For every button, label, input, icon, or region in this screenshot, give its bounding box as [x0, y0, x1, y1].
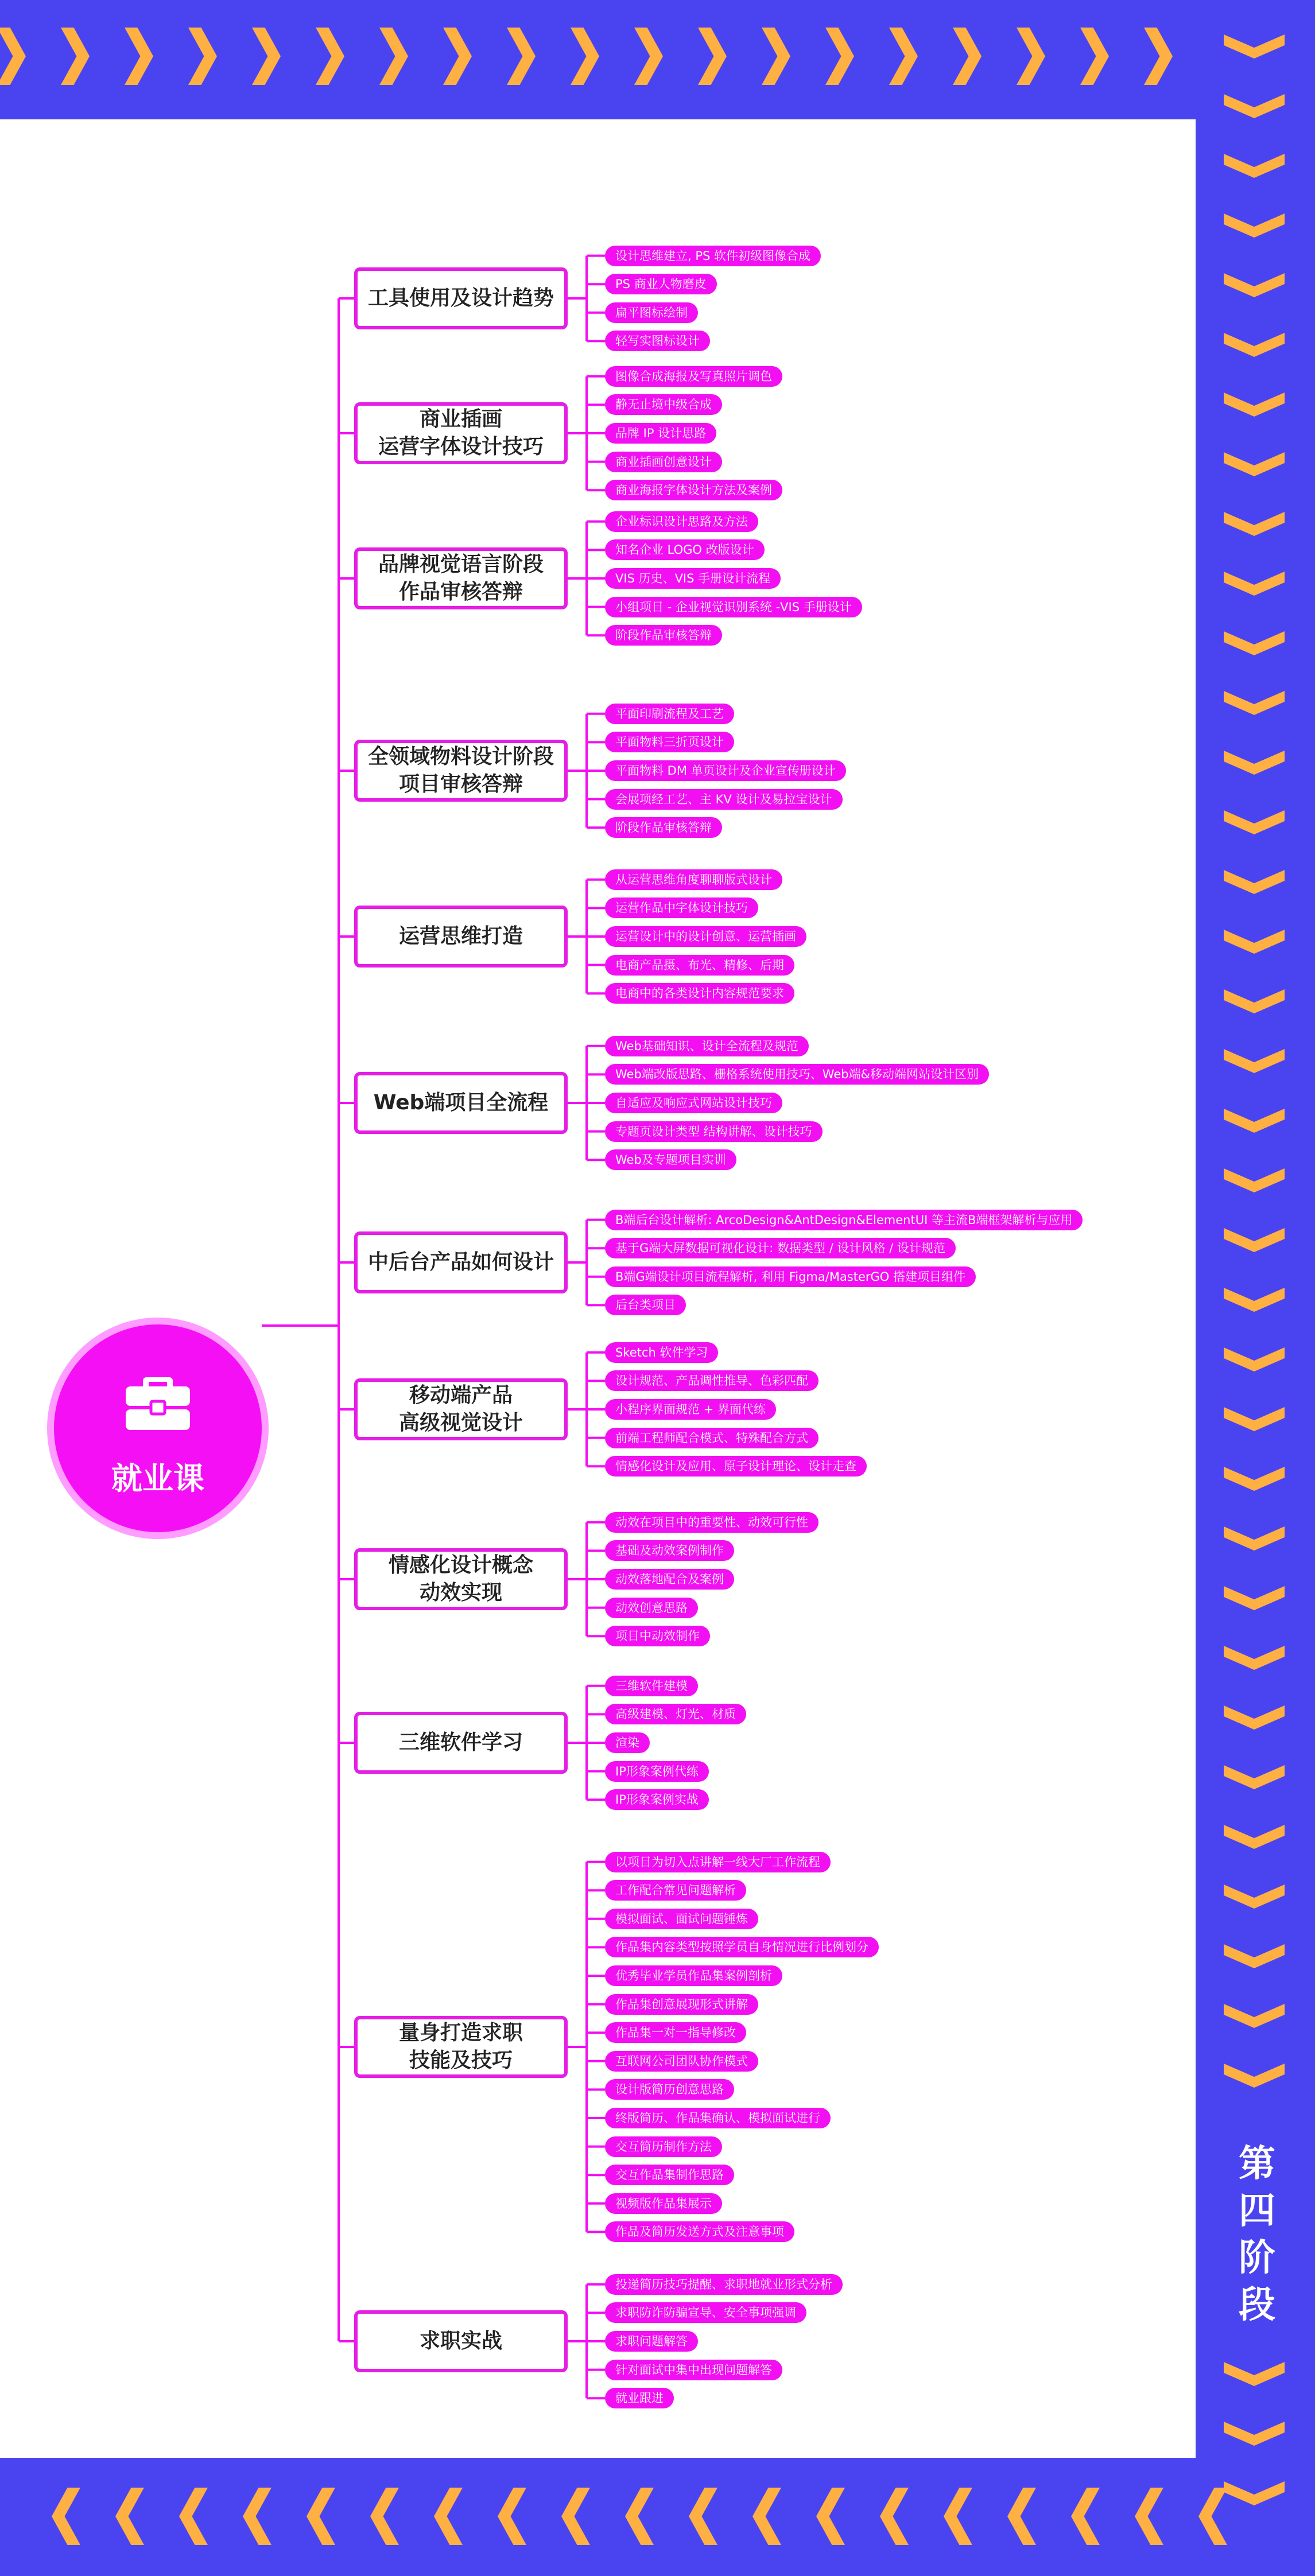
item-pill: 从运营思维角度聊聊版式设计	[605, 869, 782, 890]
item-pill: 品牌 IP 设计思路	[605, 423, 716, 444]
stage-label-char: 四	[1239, 2190, 1275, 2232]
item-pill: 交互简历制作方法	[605, 2136, 722, 2157]
topic-label: Web端项目全流程	[373, 1091, 549, 1114]
chevron-left-icon	[498, 2488, 526, 2545]
topic-label: 动效实现	[419, 1581, 502, 1604]
chevron-down-icon	[1224, 1288, 1285, 1312]
chevron-left-icon	[115, 2488, 144, 2545]
chevron-down-icon	[1224, 1467, 1285, 1491]
topic-label: 运营字体设计技巧	[378, 435, 544, 459]
item-pill: 求职问题解答	[605, 2331, 698, 2352]
chevron-down-icon	[1224, 34, 1285, 59]
item-pill: 电商产品摄、布光、精修、后期	[605, 955, 794, 976]
item-pill: 就业跟进	[605, 2388, 674, 2408]
item-pill: B端后台设计解析: ArcoDesign&AntDesign&ElementUI 等主流B端框架解析与应用	[605, 1210, 1083, 1230]
item-pill: 自适应及响应式网站设计技巧	[605, 1093, 782, 1113]
item-pill: 平面印刷流程及工艺	[605, 704, 734, 724]
item-pill: 基于G端大屏数据可视化设计: 数据类型 / 设计风格 / 设计规范	[605, 1238, 956, 1258]
chevron-right-icon	[889, 28, 918, 85]
chevron-left-icon	[944, 2488, 972, 2545]
chevron-down-icon	[1224, 1944, 1285, 1968]
chevron-down-icon	[1224, 810, 1285, 834]
chevron-right-icon	[634, 28, 663, 85]
stage-label-char: 阶	[1239, 2237, 1275, 2279]
topic-label: 商业插画	[419, 407, 502, 431]
item-pill: 后台类项目	[605, 1295, 686, 1315]
item-pill: 优秀毕业学员作品集案例剖析	[605, 1965, 782, 1986]
root-label: 就业课	[111, 1460, 204, 1497]
chevron-down-icon	[1224, 1109, 1285, 1133]
chevron-down-icon	[1224, 631, 1285, 655]
chevron-down-icon	[1224, 273, 1285, 297]
item-pill: 小程序界面规范 + 界面代练	[605, 1399, 776, 1420]
item-pill: 设计规范、产品调性推导、色彩匹配	[605, 1370, 819, 1391]
root-node	[54, 1324, 262, 1532]
chevron-left-icon	[434, 2488, 463, 2545]
item-pill: 扁平图标绘制	[605, 302, 698, 323]
stage-label-char: 段	[1239, 2284, 1275, 2326]
topic-label: 运营思维打造	[398, 924, 523, 948]
topic-node	[354, 2310, 568, 2372]
chevron-down-icon	[1224, 930, 1285, 954]
item-pill: 工作配合常见问题解析	[605, 1880, 746, 1901]
chevron-right-icon	[443, 28, 472, 85]
topic-node	[354, 1712, 568, 1774]
chevron-left-icon	[752, 2488, 781, 2545]
chevron-down-icon	[1224, 213, 1285, 238]
item-pill: Web端改版思路、栅格系统使用技巧、Web端&移动端网站设计区别	[605, 1064, 989, 1085]
chevron-down-icon	[1224, 1765, 1285, 1789]
chevron-down-icon	[1224, 691, 1285, 715]
item-pill: 三维软件建模	[605, 1676, 698, 1696]
item-pill: 作品集内容类型按照学员自身情况进行比例划分	[605, 1937, 879, 1957]
chevron-down-icon	[1224, 512, 1285, 536]
item-pill: 动效创意思路	[605, 1598, 698, 1618]
item-pill: 电商中的各类设计内容规范要求	[605, 983, 794, 1004]
item-pill: 知名企业 LOGO 改版设计	[605, 539, 765, 560]
item-pill: 动效在项目中的重要性、动效可行性	[605, 1512, 819, 1533]
chevron-left-icon	[1007, 2488, 1036, 2545]
chevron-left-icon	[1198, 2488, 1227, 2545]
chevron-down-icon	[1224, 1646, 1285, 1670]
item-pill: B端G端设计项目流程解析, 利用 Figma/MasterGO 搭建项目组件	[605, 1266, 976, 1287]
chevron-left-icon	[370, 2488, 399, 2545]
item-pill: 针对面试中集中出现问题解答	[605, 2360, 782, 2380]
chevron-right-icon	[571, 28, 599, 85]
chevron-left-icon	[880, 2488, 909, 2545]
item-pill: 高级建模、灯光、材质	[605, 1704, 746, 1724]
item-pill: 前端工程师配合模式、特殊配合方式	[605, 1428, 819, 1448]
chevron-down-icon	[1224, 333, 1285, 357]
chevron-down-icon	[1224, 1049, 1285, 1073]
item-pill: 图像合成海报及写真照片调色	[605, 366, 782, 387]
topic-node	[354, 1548, 568, 1610]
topic-node	[354, 267, 568, 329]
chevron-left-icon	[179, 2488, 208, 2545]
chevron-down-icon	[1224, 2422, 1285, 2446]
chevron-down-icon	[1224, 1705, 1285, 1730]
connector-lines	[0, 119, 1196, 2458]
chevron-down-icon	[1224, 572, 1285, 596]
chevron-left-icon	[816, 2488, 845, 2545]
chevron-right-icon	[316, 28, 344, 85]
chevron-down-icon	[1224, 2481, 1285, 2505]
topic-node	[354, 906, 568, 968]
item-pill: 平面物料三折页设计	[605, 732, 734, 752]
topic-label: 品牌视觉语言阶段	[378, 553, 544, 576]
item-pill: 互联网公司团队协作模式	[605, 2051, 758, 2072]
stage-label	[1228, 2140, 1286, 2329]
topic-label: 高级视觉设计	[398, 1411, 523, 1435]
item-pill: 轻写实图标设计	[605, 331, 710, 351]
chevron-left-icon	[1135, 2488, 1163, 2545]
chevron-down-icon	[1224, 2064, 1285, 2088]
item-pill: 作品及简历发送方式及注意事项	[605, 2221, 794, 2242]
item-pill: 阶段作品审核答辩	[605, 625, 722, 646]
chevron-down-icon	[1224, 989, 1285, 1013]
item-pill: IP形象案例代练	[605, 1761, 709, 1782]
item-pill: Web基础知识、设计全流程及规范	[605, 1036, 809, 1056]
chevron-right-icon	[1080, 28, 1109, 85]
topic-node	[354, 547, 568, 609]
item-pill: 专题页设计类型 结构讲解、设计技巧	[605, 1121, 823, 1142]
topic-node	[354, 1378, 568, 1440]
chevron-right-icon	[1144, 28, 1173, 85]
chevron-right-icon	[0, 28, 26, 85]
chevron-right-icon	[953, 28, 982, 85]
item-pill: 商业海报字体设计方法及案例	[605, 480, 782, 500]
chevron-right-icon	[61, 28, 90, 85]
chevron-down-icon	[1224, 2362, 1285, 2386]
topic-node	[354, 2016, 568, 2078]
item-pill: 企业标识设计思路及方法	[605, 511, 758, 532]
topic-label: 求职实战	[419, 2329, 502, 2353]
chevron-right-icon	[1017, 28, 1045, 85]
item-pill: 视频版作品集展示	[605, 2193, 722, 2214]
item-pill: 设计版简历创意思路	[605, 2079, 734, 2100]
chevron-down-icon	[1224, 154, 1285, 178]
chevron-down-icon	[1224, 94, 1285, 118]
item-pill: 投递简历技巧提醒、求职地就业形式分析	[605, 2274, 843, 2295]
chevron-left-icon	[689, 2488, 717, 2545]
topic-label: 项目审核答辩	[398, 772, 523, 796]
item-pill: 交互作品集制作思路	[605, 2165, 734, 2185]
topic-label: 情感化设计概念	[388, 1553, 533, 1577]
item-pill: 设计思维建立, PS 软件初级图像合成	[605, 246, 821, 266]
topic-label: 三维软件学习	[398, 1731, 523, 1754]
topic-node	[354, 1231, 568, 1293]
topic-label: 中后台产品如何设计	[367, 1250, 554, 1274]
item-pill: 渲染	[605, 1732, 650, 1753]
topic-label: 工具使用及设计趋势	[367, 286, 554, 310]
chevron-down-icon	[1224, 1885, 1285, 1909]
item-pill: Web及专题项目实训	[605, 1149, 736, 1170]
item-pill: 运营设计中的设计创意、运营插画	[605, 926, 806, 947]
item-pill: 商业插画创意设计	[605, 452, 722, 472]
chevron-right-icon	[125, 28, 153, 85]
chevron-right-icon	[698, 28, 727, 85]
chevron-down-icon	[1224, 452, 1285, 476]
chevron-down-icon	[1224, 1168, 1285, 1192]
topic-node	[354, 1072, 568, 1134]
topic-label: 移动端产品	[409, 1384, 513, 1407]
chevron-down-icon	[1224, 1407, 1285, 1431]
topic-label: 全领域物料设计阶段	[367, 745, 554, 768]
item-pill: 会展项经工艺、主 KV 设计及易拉宝设计	[605, 789, 843, 810]
item-pill: 静无止境中级合成	[605, 394, 722, 415]
item-pill: 平面物料 DM 单页设计及企业宣传册设计	[605, 760, 846, 781]
item-pill: 项目中动效制作	[605, 1626, 710, 1646]
item-pill: PS 商业人物磨皮	[605, 274, 717, 294]
chevron-down-icon	[1224, 870, 1285, 894]
chevron-right-icon	[188, 28, 217, 85]
chevron-left-icon	[561, 2488, 590, 2545]
chevron-down-icon	[1224, 1526, 1285, 1551]
chevron-right-icon	[507, 28, 536, 85]
item-pill: 作品集一对一指导修改	[605, 2022, 746, 2043]
item-pill: 求职防诈防骗宣导、安全事项强调	[605, 2302, 806, 2323]
topic-label: 作品审核答辩	[398, 580, 523, 604]
chevron-down-icon	[1224, 2004, 1285, 2028]
chevron-down-icon	[1224, 1586, 1285, 1610]
item-pill: 基础及动效案例制作	[605, 1540, 734, 1561]
item-pill: 作品集创意展现形式讲解	[605, 1994, 758, 2015]
item-pill: 阶段作品审核答辩	[605, 817, 722, 838]
item-pill: 终版简历、作品集确认、模拟面试进行	[605, 2108, 831, 2128]
item-pill: 情感化设计及应用、原子设计理论、设计走查	[605, 1456, 867, 1477]
topic-node	[354, 740, 568, 802]
topic-label: 量身打造求职	[398, 2021, 523, 2045]
chevron-right-icon	[252, 28, 281, 85]
chevron-right-icon	[379, 28, 408, 85]
chevron-left-icon	[625, 2488, 654, 2545]
chevron-down-icon	[1224, 751, 1285, 775]
topic-node	[354, 402, 568, 464]
item-pill: Sketch 软件学习	[605, 1342, 718, 1363]
item-pill: 以项目为切入点讲解一线大厂工作流程	[605, 1852, 831, 1872]
mind-map-panel	[0, 119, 1196, 2458]
item-pill: 动效落地配合及案例	[605, 1569, 734, 1590]
chevron-left-icon	[243, 2488, 271, 2545]
briefcase-icon	[123, 1369, 192, 1432]
chevron-right-icon	[762, 28, 790, 85]
item-pill: 运营作品中字体设计技巧	[605, 897, 758, 918]
chevron-down-icon	[1224, 393, 1285, 417]
item-pill: 小组项目 - 企业视觉识别系统 -VIS 手册设计	[605, 597, 862, 617]
stage-label-char: 第	[1239, 2143, 1275, 2185]
chevron-left-icon	[1071, 2488, 1100, 2545]
chevron-left-icon	[52, 2488, 80, 2545]
item-pill: VIS 历史、VIS 手册设计流程	[605, 568, 781, 589]
chevron-left-icon	[307, 2488, 335, 2545]
topic-label: 技能及技巧	[409, 2049, 513, 2072]
chevron-right-icon	[825, 28, 854, 85]
item-pill: 模拟面试、面试问题锤炼	[605, 1909, 758, 1929]
chevron-down-icon	[1224, 1347, 1285, 1371]
chevron-down-icon	[1224, 1228, 1285, 1252]
chevron-down-icon	[1224, 1825, 1285, 1849]
item-pill: IP形象案例实战	[605, 1789, 709, 1810]
